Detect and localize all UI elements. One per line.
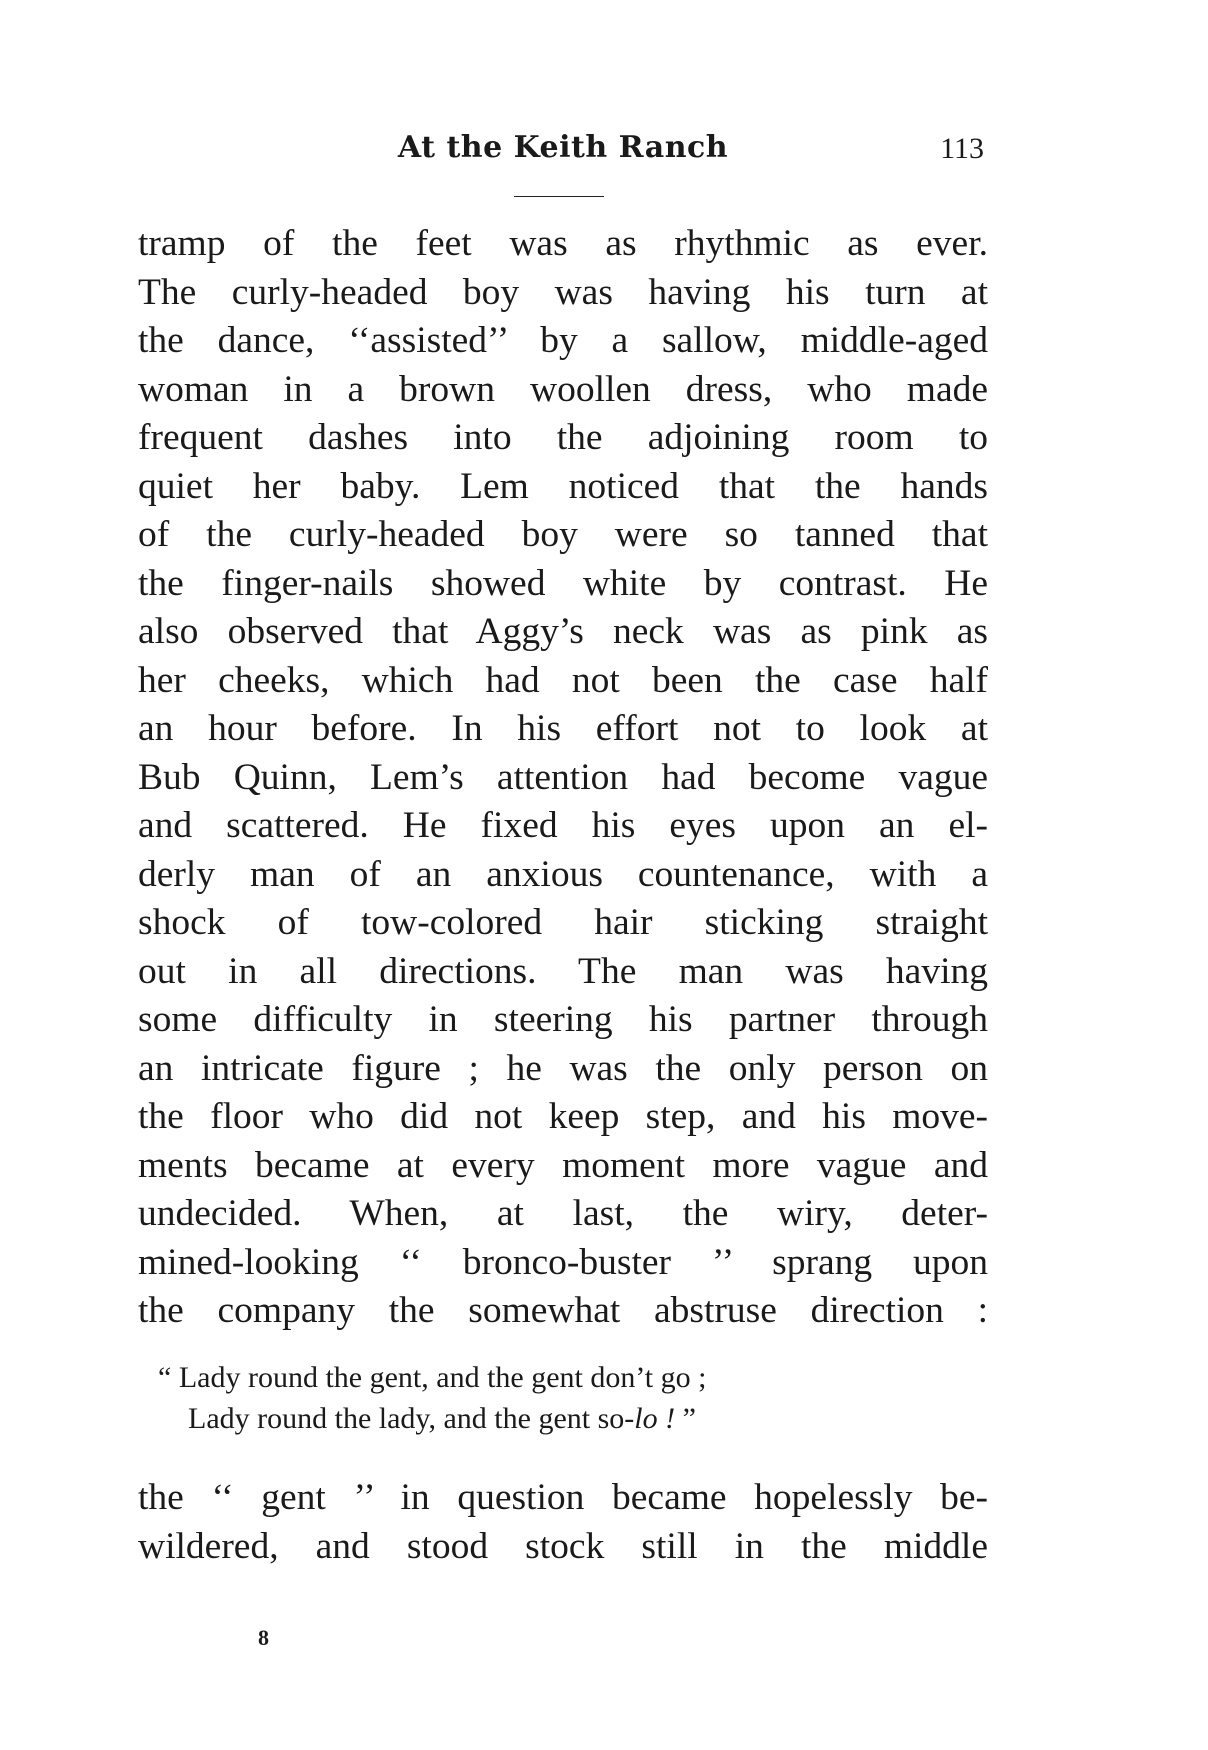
running-title: At the Keith Ranch: [397, 130, 729, 165]
signature-mark: 8: [258, 1625, 269, 1650]
page-number: 113: [940, 132, 984, 165]
text-line: frequent dashes into the adjoining room to: [138, 417, 988, 458]
verse-line-2-close: ”: [675, 1402, 696, 1435]
verse-line-1: “ Lady round the gent, and the gent don’t go ;: [158, 1361, 707, 1394]
head-rule: [514, 196, 604, 197]
verse-line-2-italic: lo !: [634, 1402, 676, 1435]
text-line: an hour before. In his effort not to look at: [138, 708, 988, 749]
text-line: out in all directions. The man was having: [138, 950, 988, 992]
paragraph-1: [138, 220, 988, 1336]
text-line: her cheeks, which had not been the case half: [138, 659, 988, 701]
text-line: some difficulty in steering his partner through: [138, 999, 988, 1040]
paragraph-2: [138, 1474, 988, 1571]
text-line: the floor who did not keep step, and his move-: [138, 1096, 988, 1137]
text-line: the company the somewhat abstruse direction :: [138, 1290, 988, 1331]
text-line: and scattered. He fixed his eyes upon an el-: [138, 805, 988, 846]
text-line: mined-looking ‘‘ bronco-buster ’’ sprang upon: [138, 1241, 988, 1283]
text-line: also observed that Aggy’s neck was as pink as: [138, 611, 988, 652]
text-line: shock of tow-colored hair sticking straight: [138, 902, 988, 943]
text-line: of the curly-headed boy were so tanned that: [138, 514, 988, 555]
text-line: Bub Quinn, Lem’s attention had become vague: [138, 756, 988, 798]
verse-quote: [158, 1357, 918, 1439]
text-line: undecided. When, at last, the wiry, deter-: [138, 1193, 988, 1234]
text-line: woman in a brown woollen dress, who made: [138, 368, 988, 410]
running-head: [138, 130, 988, 180]
text-line: derly man of an anxious countenance, with a: [138, 853, 988, 895]
text-line: wildered, and stood stock still in the middle: [138, 1525, 988, 1567]
text-line: the finger-nails showed white by contrast. He: [138, 562, 988, 604]
text-line: the dance, ‘‘assisted’’ by a sallow, middle-aged: [138, 320, 988, 361]
text-line: tramp of the feet was as rhythmic as ever.: [138, 223, 988, 264]
verse-line-2-text: Lady round the lady, and the gent so-: [188, 1402, 635, 1435]
text-line: The curly-headed boy was having his turn at: [138, 271, 988, 313]
text-line: the ‘‘ gent ’’ in question became hopelessly be-: [138, 1477, 988, 1518]
text-line: quiet her baby. Lem noticed that the hands: [138, 465, 988, 507]
verse-line-2: [158, 1398, 918, 1439]
text-line: ments became at every moment more vague and: [138, 1144, 988, 1186]
text-line: an intricate figure ; he was the only person on: [138, 1047, 988, 1089]
